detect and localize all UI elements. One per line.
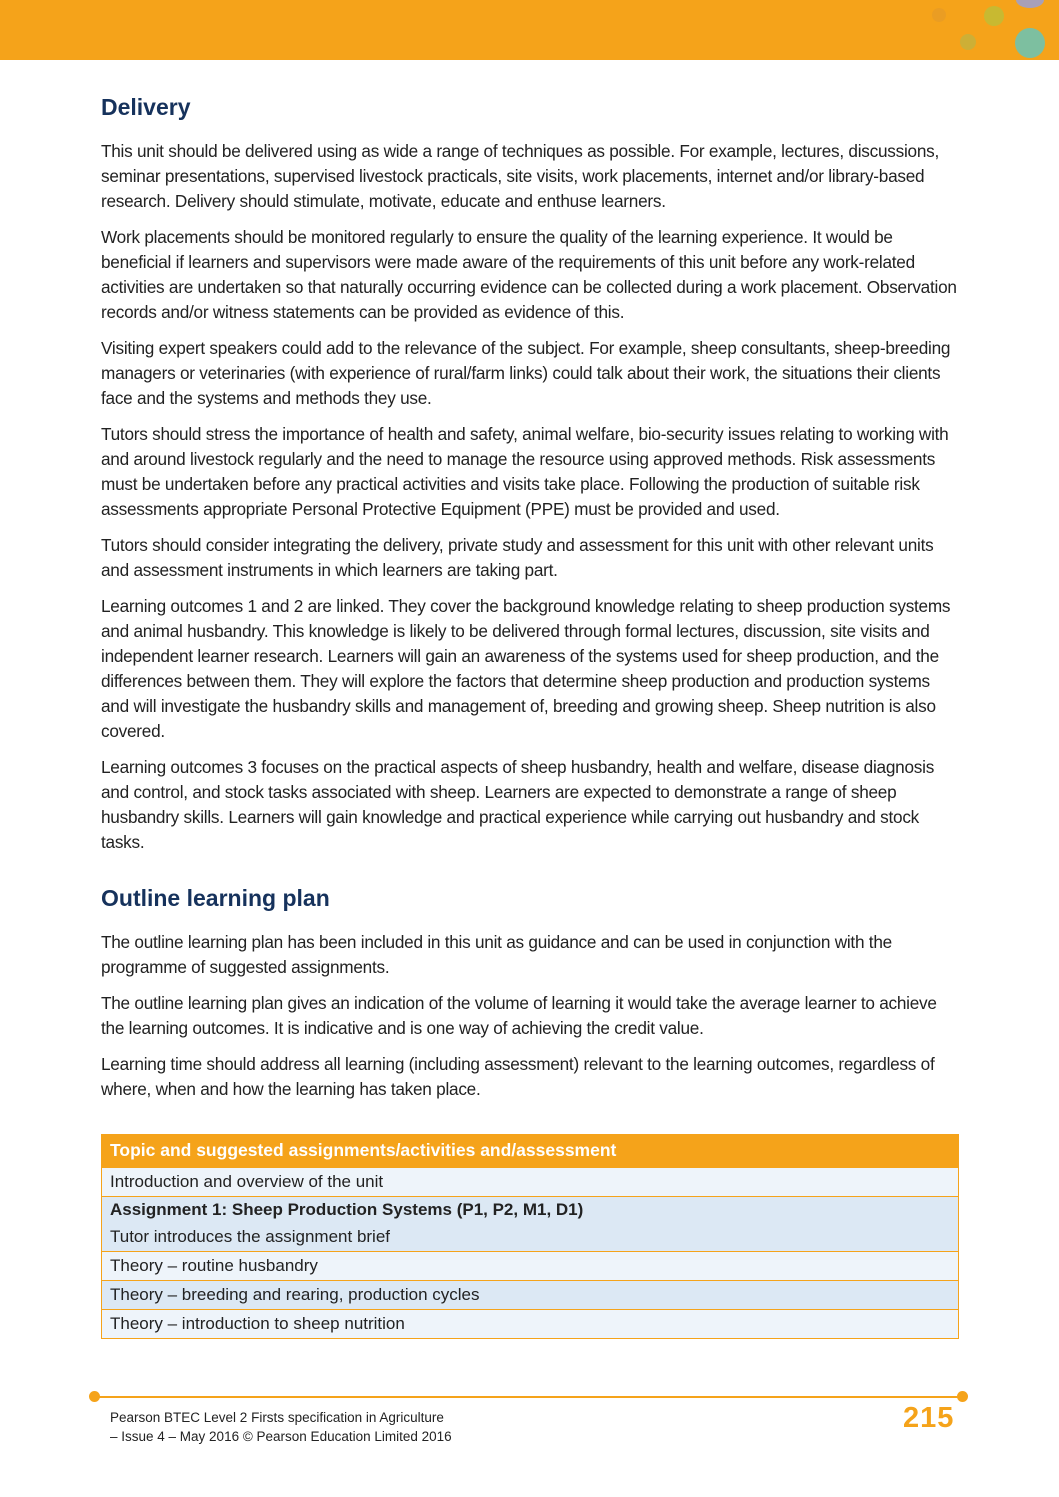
footer-line-2: – Issue 4 – May 2016 © Pearson Education Limited 2016: [110, 1429, 452, 1444]
delivery-heading: Delivery: [101, 94, 191, 120]
delivery-paragraph: Learning outcomes 1 and 2 are linked. They cover the background knowledge relating to sheep production systems and animal husbandry. This knowledge is likely to be delivered through formal lectures, discussion, site visits and independent learner research. Learners will gain an awareness of the systems used for sheep production, and the differences between them. They will explore the factors that determine sheep production and production systems and will investigate the husbandry skills and management of, breeding and growing sheep. Sheep nutrition is also covered.: [101, 596, 951, 741]
delivery-paragraph: Learning outcomes 3 focuses on the practical aspects of sheep husbandry, health and welfare, disease diagnosis and control, and stock tasks associated with sheep. Learners are expected to demonstrate a range of sheep husbandry skills. Learners will gain knowledge and practical experience while carrying out husbandry and stock tasks.: [101, 757, 935, 852]
decorative-dot: [1016, 0, 1044, 8]
table-row: [102, 1197, 959, 1224]
table-header-row: [102, 1134, 959, 1168]
table-cell: Theory – breeding and rearing, production cycles: [102, 1281, 959, 1310]
footer-dot-left: [89, 1391, 100, 1402]
header-band: [0, 0, 1059, 60]
table-row: [102, 1252, 959, 1281]
table-cell: Assignment 1: Sheep Production Systems (P1, P2, M1, D1): [102, 1197, 959, 1224]
delivery-paragraph: This unit should be delivered using as wide a range of techniques as possible. For example, lectures, discussions, seminar presentations, supervised livestock practicals, site visits, work placements, internet and/or library-based research. Delivery should stimulate, motivate, educate and enthuse learners.: [101, 141, 940, 211]
table-cell: Theory – routine husbandry: [102, 1252, 959, 1281]
decorative-dot: [932, 8, 946, 22]
delivery-paragraph: Work placements should be monitored regularly to ensure the quality of the learning experience. It would be beneficial if learners and supervisors were made aware of the requirements of this unit before any work-related activities are undertaken so that naturally occurring evidence can be collected during a work placement. Observation records and/or witness statements can be provided as evidence of this.: [101, 227, 957, 322]
delivery-paragraph: Tutors should stress the importance of health and safety, animal welfare, bio-security issues relating to working with and around livestock regularly and the need to manage the resource using approved methods. Risk assessments must be undertaken before any practical activities and visits take place. Following the production of suitable risk assessments appropriate Personal Protective Equipment (PPE) must be provided and used.: [101, 424, 949, 519]
decorative-dot: [960, 34, 976, 50]
table-cell: Tutor introduces the assignment brief: [102, 1223, 959, 1252]
table-header: Topic and suggested assignments/activities and/assessment: [102, 1134, 959, 1168]
learning-plan-table: [101, 1134, 959, 1339]
delivery-paragraph: Visiting expert speakers could add to the relevance of the subject. For example, sheep consultants, sheep-breeding managers or veterinaries (with experience of rural/farm links) could talk about their work, the situations their clients face and the systems and methods they use.: [101, 338, 951, 408]
table-row: [102, 1168, 959, 1197]
page-number: 215: [903, 1402, 955, 1434]
footer-dot-right: [957, 1391, 968, 1402]
table-row: [102, 1310, 959, 1339]
outline-heading: Outline learning plan: [101, 885, 330, 911]
outline-paragraph: Learning time should address all learning (including assessment) relevant to the learning outcomes, regardless of where, when and how the learning has taken place.: [101, 1054, 935, 1099]
decorative-dot: [1015, 28, 1045, 58]
footer-divider: [94, 1396, 962, 1398]
outline-paragraph: The outline learning plan gives an indication of the volume of learning it would take the average learner to achieve the learning outcomes. It is indicative and is one way of achieving the credit value.: [101, 993, 937, 1038]
main-content: [101, 94, 959, 1339]
footer-line-1: Pearson BTEC Level 2 Firsts specification in Agriculture: [110, 1410, 444, 1425]
footer-text: [110, 1408, 452, 1446]
table-cell: Theory – introduction to sheep nutrition: [102, 1310, 959, 1339]
delivery-paragraph: Tutors should consider integrating the delivery, private study and assessment for this unit with other relevant units and assessment instruments in which learners are taking part.: [101, 535, 934, 580]
table-cell: Introduction and overview of the unit: [102, 1168, 959, 1197]
outline-paragraph: The outline learning plan has been included in this unit as guidance and can be used in conjunction with the programme of suggested assignments.: [101, 932, 892, 977]
table-row: [102, 1281, 959, 1310]
table-row: [102, 1223, 959, 1252]
decorative-dot: [984, 6, 1004, 26]
